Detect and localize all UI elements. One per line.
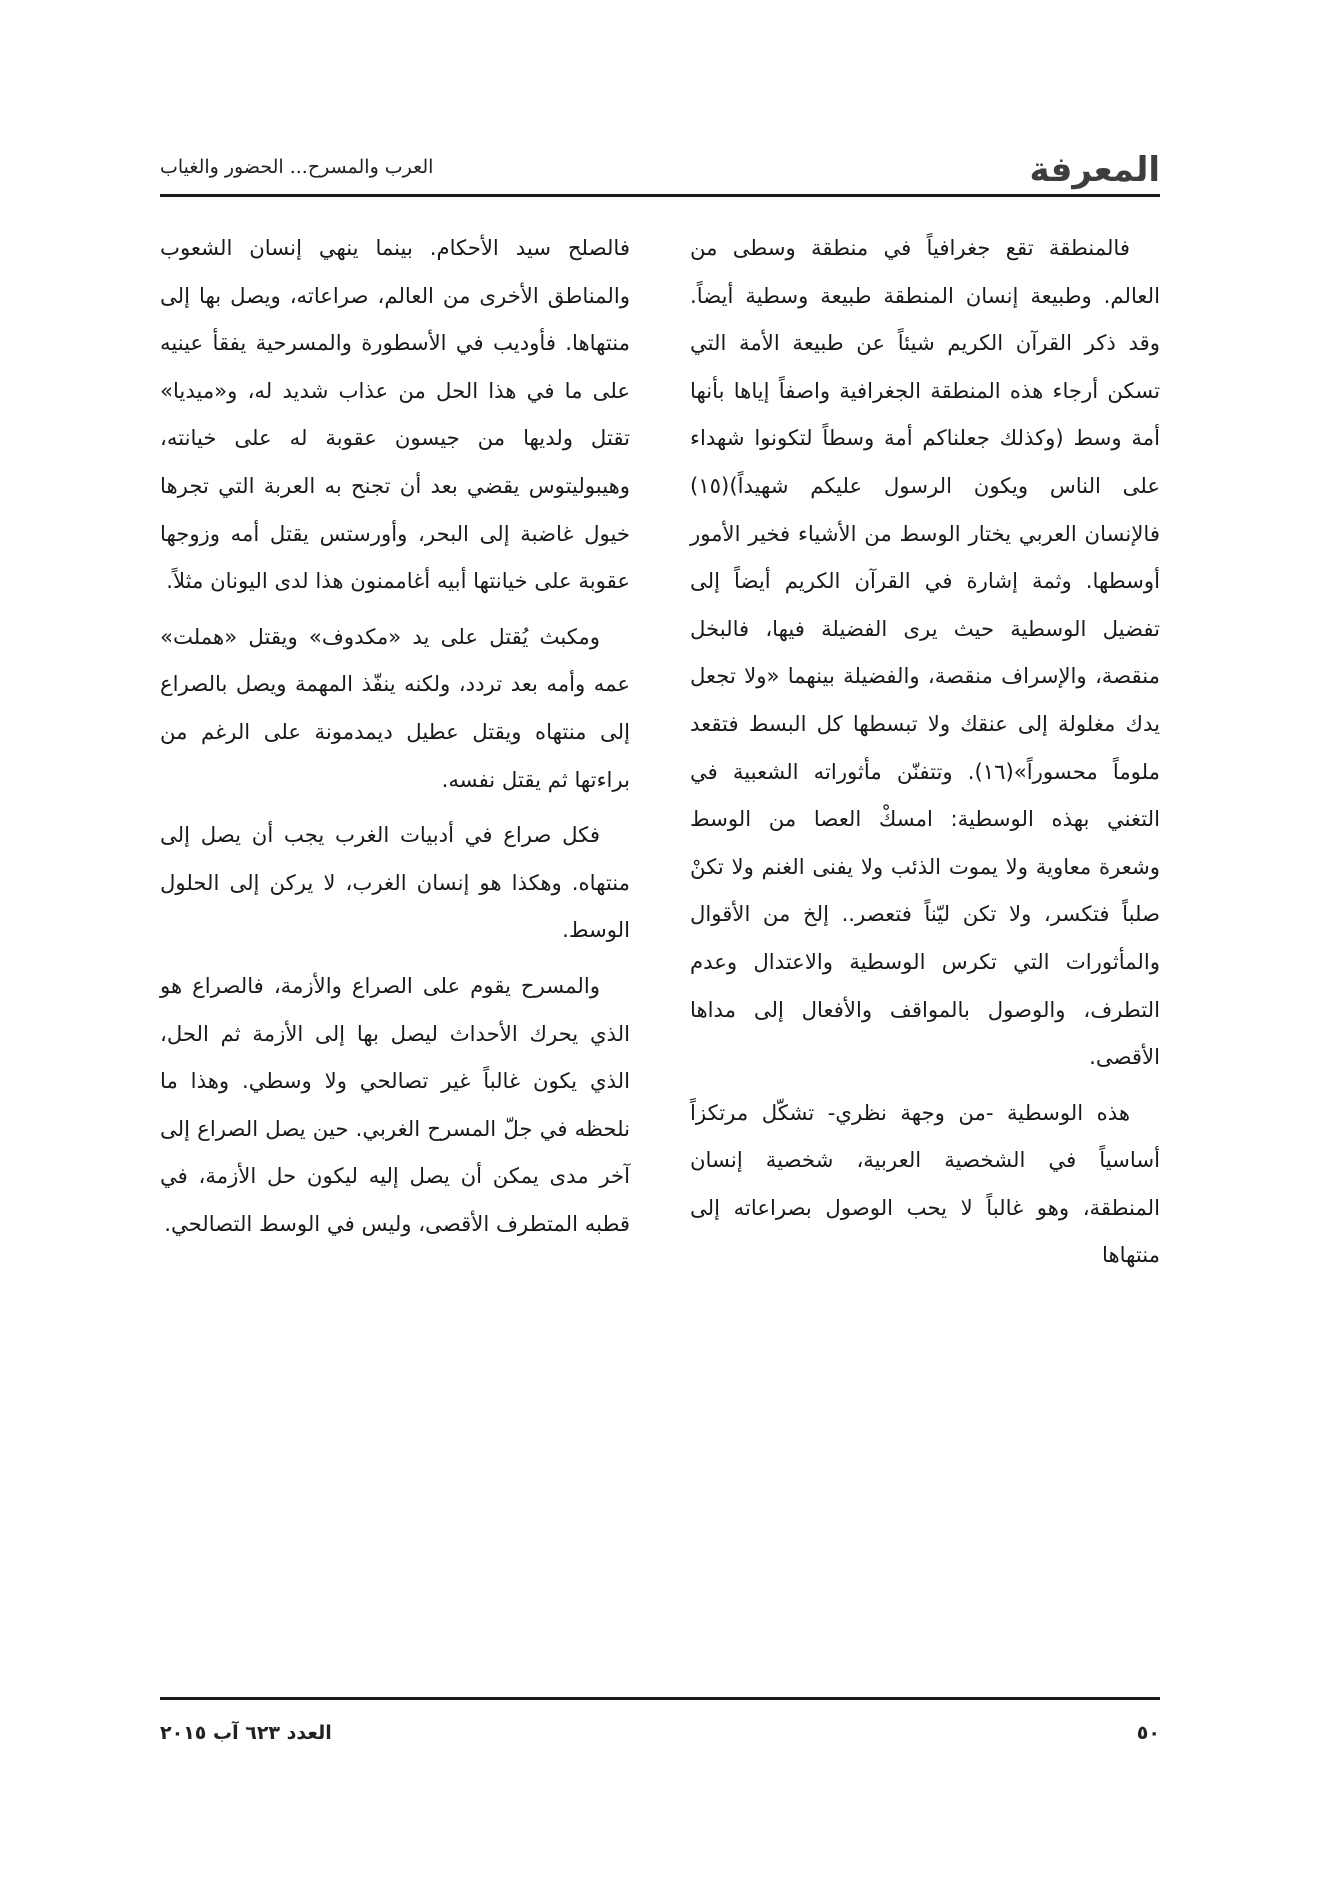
paragraph: والمسرح يقوم على الصراع والأزمة، فالصراع هو الذي يحرك الأحداث ليصل بها إلى الأزمة ثم الحل، الذي يكون غالباً غير تصالحي ولا وسطي. وهذا ما نلحظه في جلّ المسرح الغربي. حين يصل الصراع إلى آخر مدى يمكن أن يصل إليه ليكون حل الأزمة، في قطبه المتطرف الأقصى، وليس في الوسط التصالحي. [160,972,630,1236]
footer-rule [160,1697,1160,1700]
running-title: العرب والمسرح... الحضور والغياب [160,156,434,178]
page-header [160,150,1160,190]
paragraph: فالصلح سيد الأحكام. بينما ينهي إنسان الشعوب والمناطق الأخرى من العالم، صراعاته، ويصل بها إلى منتهاها. فأوديب في الأسطورة والمسرحية يفقأ عينيه على ما في هذا الحل من عذاب شديد له، و«ميديا» تقتل ولديها من جيسون عقوبة له على خيانته، وهيبوليتوس يقضي بعد أن تجنح به العربة التي تجرها خيول غاضبة إلى البحر، وأورستس يقتل أمه وزوجها عقوبة على خيانتها أبيه أغاممنون هذا لدى اليونان مثلاً. [160,235,630,594]
paragraph: فكل صراع في أدبيات الغرب يجب أن يصل إلى منتهاه. وهكذا هو إنسان الغرب، لا يركن إلى الحلول الوسط. [160,822,630,943]
header-rule [160,194,1160,197]
page-footer [160,1722,1160,1752]
paragraph: هذه الوسطية -من وجهة نظري- تشكّل مرتكزاً أساسياً في الشخصية العربية، شخصية إنسان المنطقة، وهو غالباً لا يحب الوصول بصراعاته إلى منتهاها [690,1099,1160,1268]
paragraph: ومكبث يُقتل على يد «مكدوف» ويقتل «هملت» عمه وأمه بعد تردد، ولكنه ينفّذ المهمة ويصل بالصراع إلى منتهاه ويقتل عطيل ديمدمونة على الرغم من براءتها ثم يقتل نفسه. [160,623,630,792]
magazine-logo: المعرفة [1029,150,1160,190]
page-number: ٥٠ [1136,1722,1160,1744]
right-column [690,224,1160,1287]
issue-info: العدد ٦٢٣ آب ٢٠١٥ [160,1722,332,1744]
paragraph: فالمنطقة تقع جغرافياً في منطقة وسطى من العالم. وطبيعة إنسان المنطقة طبيعة وسطية أيضاً. وقد ذكر القرآن الكريم شيئاً عن طبيعة الأمة التي تسكن أرجاء هذه المنطقة الجغرافية واصفاً إياها بأنها أمة وسط (وكذلك جعلناكم أمة وسطاً لتكونوا شهداء على الناس ويكون الرسول عليكم شهيداً)(١٥) فالإنسان العربي يختار الوسط من الأشياء فخير الأمور أوسطها. وثمة إشارة في القرآن الكريم أيضاً إلى تفضيل الوسطية حيث يرى الفضيلة فيها، فالبخل منقصة، والإسراف منقصة، والفضيلة بينهما «ولا تجعل يدك مغلولة إلى عنقك ولا تبسطها كل البسط فتقعد ملوماً محسوراً»(١٦). وتتفنّن مأثوراته الشعبية في التغني بهذه الوسطية: امسكْ العصا من الوسط وشعرة معاوية ولا يموت الذئب ولا يفنى الغنم ولا تكنْ صلباً فتكسر، ولا تكن ليّناً فتعصر.. إلخ من الأقوال والمأثورات التي تكرس الوسطية والاعتدال وعدم التطرف، والوصول بالمواقف والأفعال إلى مداها الأقصى. [690,235,1160,1070]
left-column [160,224,630,1255]
